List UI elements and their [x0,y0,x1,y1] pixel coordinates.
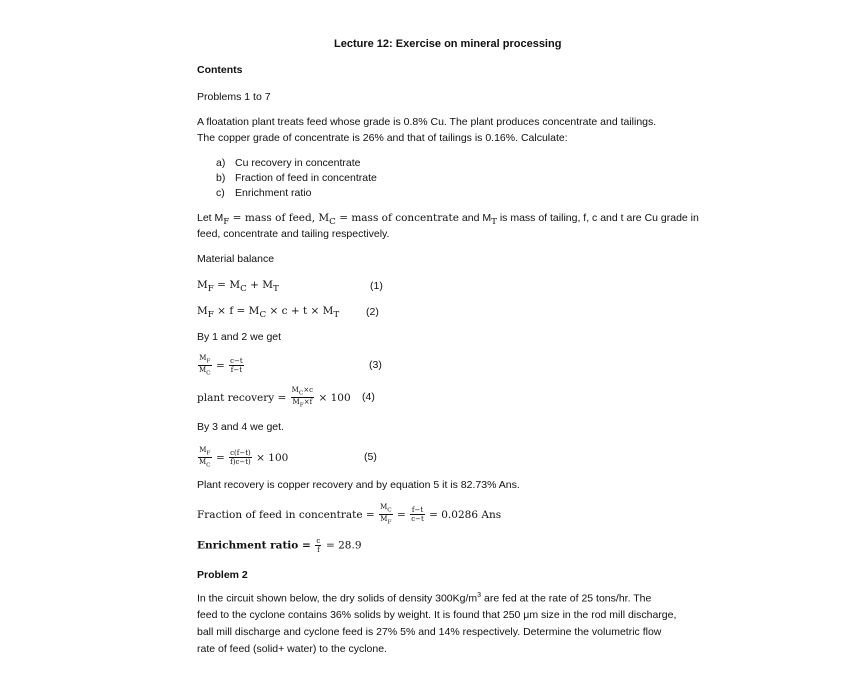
eq-term: M [197,305,208,317]
equation-4 [197,386,351,410]
equation-number: (4) [362,391,375,403]
problem2-line1 [197,592,651,605]
let-sub: F [223,217,230,228]
frac-sub: C [387,507,392,514]
fraction-answer [197,503,501,527]
fraction [291,386,314,410]
let-sub: C [329,217,336,228]
page-title: Lecture 12: Exercise on mineral processing [334,38,562,50]
equation-2 [197,305,339,320]
frac-text: M [291,386,299,394]
fraction [315,537,321,554]
frac-text: f)c−t) [230,458,251,467]
frac-sub: F [206,450,211,457]
list-item: Cu recovery in concentrate [235,157,361,169]
eq-sub: C [259,310,267,321]
eq-term: = M [213,279,241,291]
eq-result: = 28.9 [325,539,362,552]
equation-number: (3) [369,359,382,371]
frac-text: c−t [230,357,243,366]
frac-sub: C [206,462,211,469]
eq-term: × f = M [213,305,260,317]
frac-text: c−t [411,515,424,524]
p2-text: are fed at the rate of 25 tons/hr. The [481,592,652,605]
eq-sub: C [240,284,247,295]
problem2-line3: ball mill discharge and cyclone feed is 27% 5% and 14% respectively. Determine the volumetric flow [197,626,662,638]
frac-text: ×f [303,398,313,407]
let-text: = mass of concentrate [335,212,459,224]
frac-text: f−t [230,366,243,375]
list-item-mark: b) [216,172,226,184]
fraction [229,449,252,466]
fraction [410,506,425,523]
frac-sub: F [387,519,392,526]
problems-label: Problems 1 to 7 [197,91,271,103]
frac-text: M [380,503,388,511]
problem2-line2: feed to the cyclone contains 36% solids by weight. It is found that 250 μm size in the rod mill discharge, [197,609,677,621]
problem2-heading: Problem 2 [197,569,248,581]
eq-term: × c + t × M [266,305,334,317]
let-definition-line1 [197,212,699,227]
recovery-answer: Plant recovery is copper recovery and by equation 5 it is 82.73% Ans. [197,479,520,491]
equation-3 [197,354,245,378]
eq-result: = 0.0286 Ans [429,508,502,521]
eq-sub: T [333,310,340,321]
fraction [229,357,244,374]
let-text: Let M [197,212,224,224]
frac-sub: F [299,402,304,409]
let-text: is mass of tailing, f, c and t are Cu grade in [496,212,699,224]
list-item: Enrichment ratio [235,187,312,199]
equation-number: (5) [364,451,377,463]
frac-text: f−t [411,506,424,515]
frac-text: M [199,458,207,467]
enrichment-answer [197,537,362,554]
frac-text: c(f−t) [230,449,251,458]
eq-label: Enrichment ratio = [197,539,311,552]
problem2-line4: rate of feed (solid+ water) to the cyclone. [197,643,387,655]
eq-term: × 100 [318,391,351,404]
fraction [379,503,393,527]
eq-label: plant recovery = [197,391,287,404]
contents-heading: Contents [197,64,243,76]
eq-sub: T [273,284,279,295]
equation-number: (1) [370,280,383,292]
frac-sub: F [206,358,211,365]
let-sub: T [491,217,497,228]
eq-sign: = [215,451,225,464]
frac-text: f [317,546,320,554]
let-definition-line2: feed, concentrate and tailing respectively. [197,228,390,240]
p2-sup: 3 [477,592,482,599]
list-item-mark: c) [216,187,225,199]
by-3-and-4: By 3 and 4 we get. [197,421,284,433]
frac-text: M [199,446,207,454]
equation-5 [197,446,288,470]
frac-text: M [292,398,300,407]
eq-sub: F [207,310,214,321]
frac-text: M [380,515,388,524]
eq-term: × 100 [256,451,289,464]
eq-sub: F [207,284,214,295]
material-balance-label: Material balance [197,253,275,265]
frac-text: M [199,366,207,375]
list-item-mark: a) [216,157,226,169]
let-text: = mass of feed, M [229,212,330,224]
eq-sign: = [397,508,406,521]
frac-text: c [316,537,321,545]
eq-term: M [197,279,208,291]
frac-sub: C [206,370,211,377]
equation-1 [197,279,279,294]
eq-term: + M [246,279,274,291]
frac-text: M [199,354,207,362]
fraction [198,446,212,470]
let-text: and M [458,212,492,224]
fraction [198,354,212,378]
equation-number: (2) [366,306,379,318]
problem1-statement: A floatation plant treats feed whose grade is 0.8% Cu. The plant produces concentrate and tailings. The copper grade of concentrate is 26% and that of tailings is 0.16%. Calculate: [197,116,657,144]
by-1-and-2: By 1 and 2 we get [197,331,282,343]
frac-sub: C [298,390,304,397]
frac-text: ×c [303,386,314,394]
eq-sign: = [215,359,225,372]
eq-label: Fraction of feed in concentrate = [197,508,375,521]
list-item: Fraction of feed in concentrate [235,172,377,184]
p2-text: In the circuit shown below, the dry solids of density 300Kg/m [197,592,478,605]
